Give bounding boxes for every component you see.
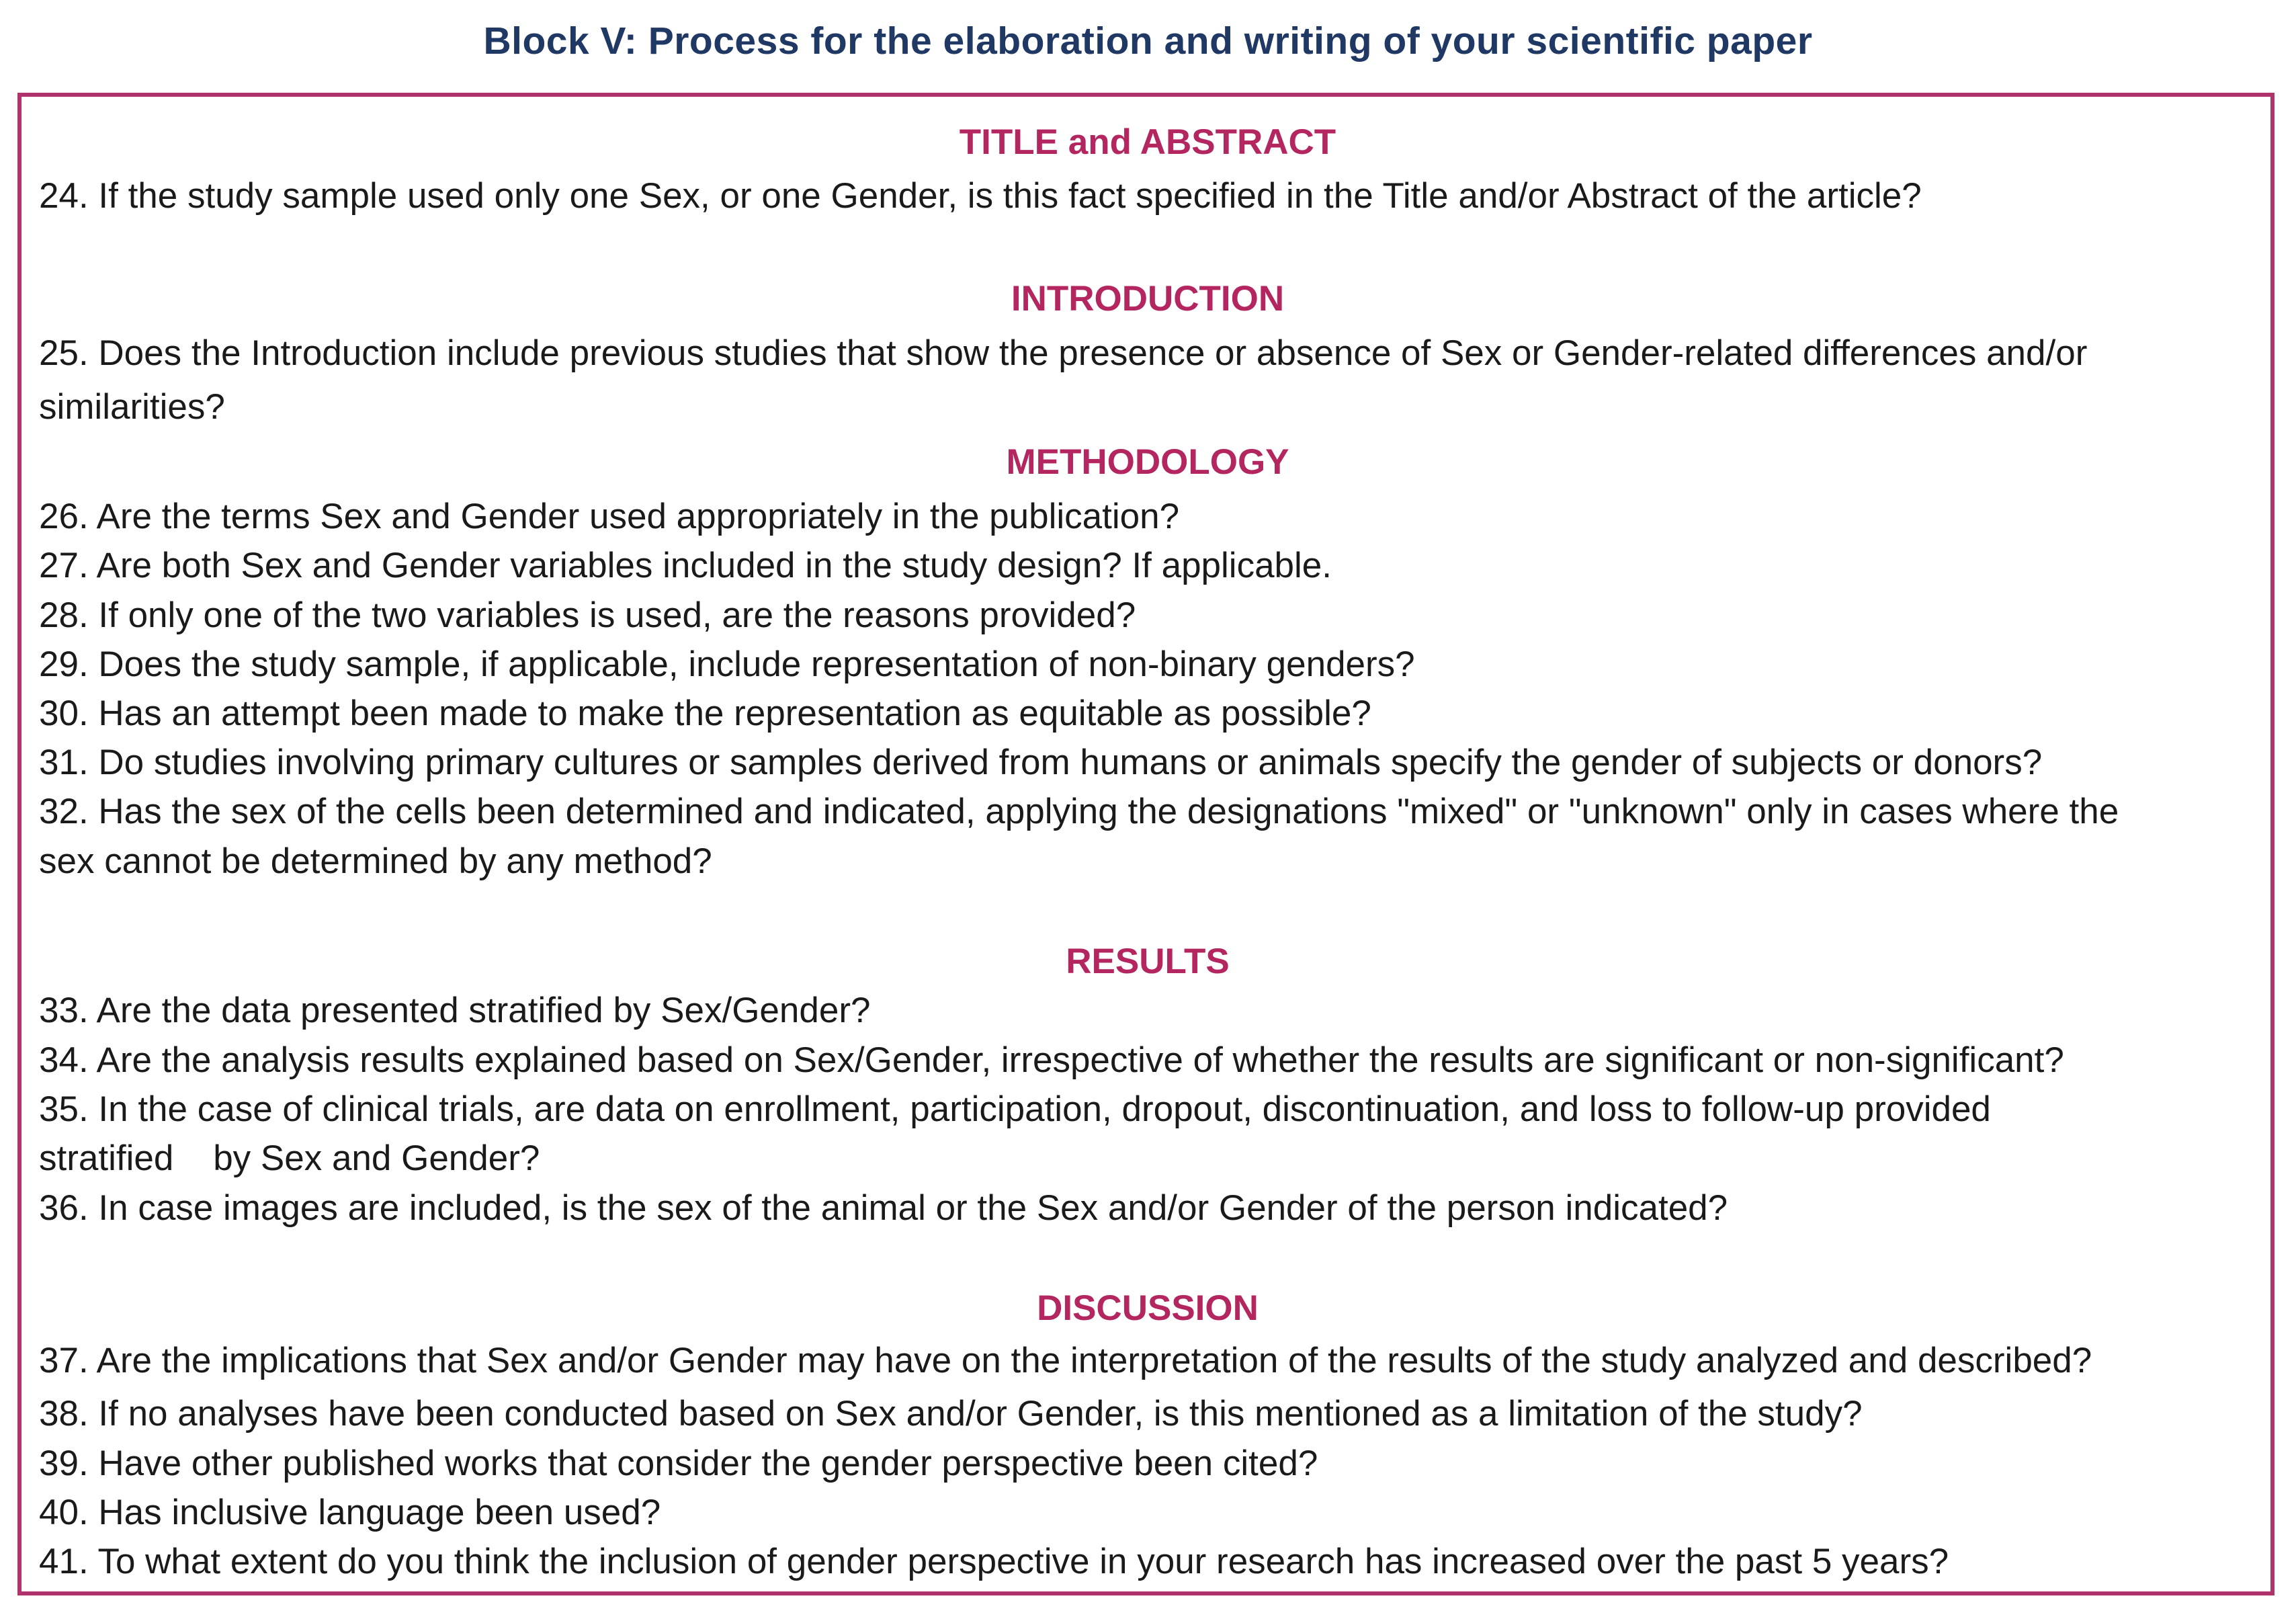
question-39: 39. Have other published works that consider the gender perspective been cited? — [39, 1444, 1318, 1483]
section-heading-methodology: METHODOLOGY — [1006, 442, 1289, 482]
block-title: Block V: Process for the elaboration and writing of your scientific paper — [483, 19, 1813, 63]
question-33: 33. Are the data presented stratified by Sex/Gender? — [39, 991, 871, 1030]
question-28: 28. If only one of the two variables is used, are the reasons provided? — [39, 595, 1136, 635]
question-31: 31. Do studies involving primary cultures or samples derived from humans or animals specify the gender of subjects or donors? — [39, 743, 2043, 782]
question-38: 38. If no analyses have been conducted based on Sex and/or Gender, is this mentioned as a limitation of the study? — [39, 1394, 1863, 1433]
question-34: 34. Are the analysis results explained based on Sex/Gender, irrespective of whether the results are significant or non-significant? — [39, 1040, 2064, 1080]
question-32-line-1: 32. Has the sex of the cells been determined and indicated, applying the designations "mixed" or "unknown" only in cases where the — [39, 792, 2119, 831]
question-35-line-2: stratified by Sex and Gender? — [39, 1138, 540, 1178]
section-heading-title-abstract: TITLE and ABSTRACT — [959, 122, 1336, 162]
question-24: 24. If the study sample used only one Sex, or one Gender, is this fact specified in the Title and/or Abstract of the article? — [39, 176, 1922, 216]
section-heading-discussion: DISCUSSION — [1037, 1288, 1259, 1328]
question-37: 37. Are the implications that Sex and/or Gender may have on the interpretation of the results of the study analyzed and described? — [39, 1341, 2092, 1380]
question-36: 36. In case images are included, is the sex of the animal or the Sex and/or Gender of the person indicated? — [39, 1188, 1728, 1228]
question-25-line-2: similarities? — [39, 387, 225, 427]
question-40: 40. Has inclusive language been used? — [39, 1493, 661, 1532]
question-27: 27. Are both Sex and Gender variables included in the study design? If applicable. — [39, 546, 1332, 585]
section-heading-introduction: INTRODUCTION — [1011, 279, 1285, 319]
question-35-line-1: 35. In the case of clinical trials, are data on enrollment, participation, dropout, discontinuation, and loss to follow-up provided — [39, 1089, 1991, 1129]
question-41: 41. To what extent do you think the inclusion of gender perspective in your research has increased over the past 5 years? — [39, 1542, 1949, 1581]
question-26: 26. Are the terms Sex and Gender used appropriately in the publication? — [39, 497, 1180, 536]
section-heading-results: RESULTS — [1066, 942, 1230, 981]
question-32-line-2: sex cannot be determined by any method? — [39, 841, 712, 881]
question-29: 29. Does the study sample, if applicable, include representation of non-binary genders? — [39, 645, 1415, 684]
question-30: 30. Has an attempt been made to make the representation as equitable as possible? — [39, 694, 1371, 733]
question-25-line-1: 25. Does the Introduction include previous studies that show the presence or absence of Sex or Gender-related differences and/or — [39, 333, 2088, 373]
